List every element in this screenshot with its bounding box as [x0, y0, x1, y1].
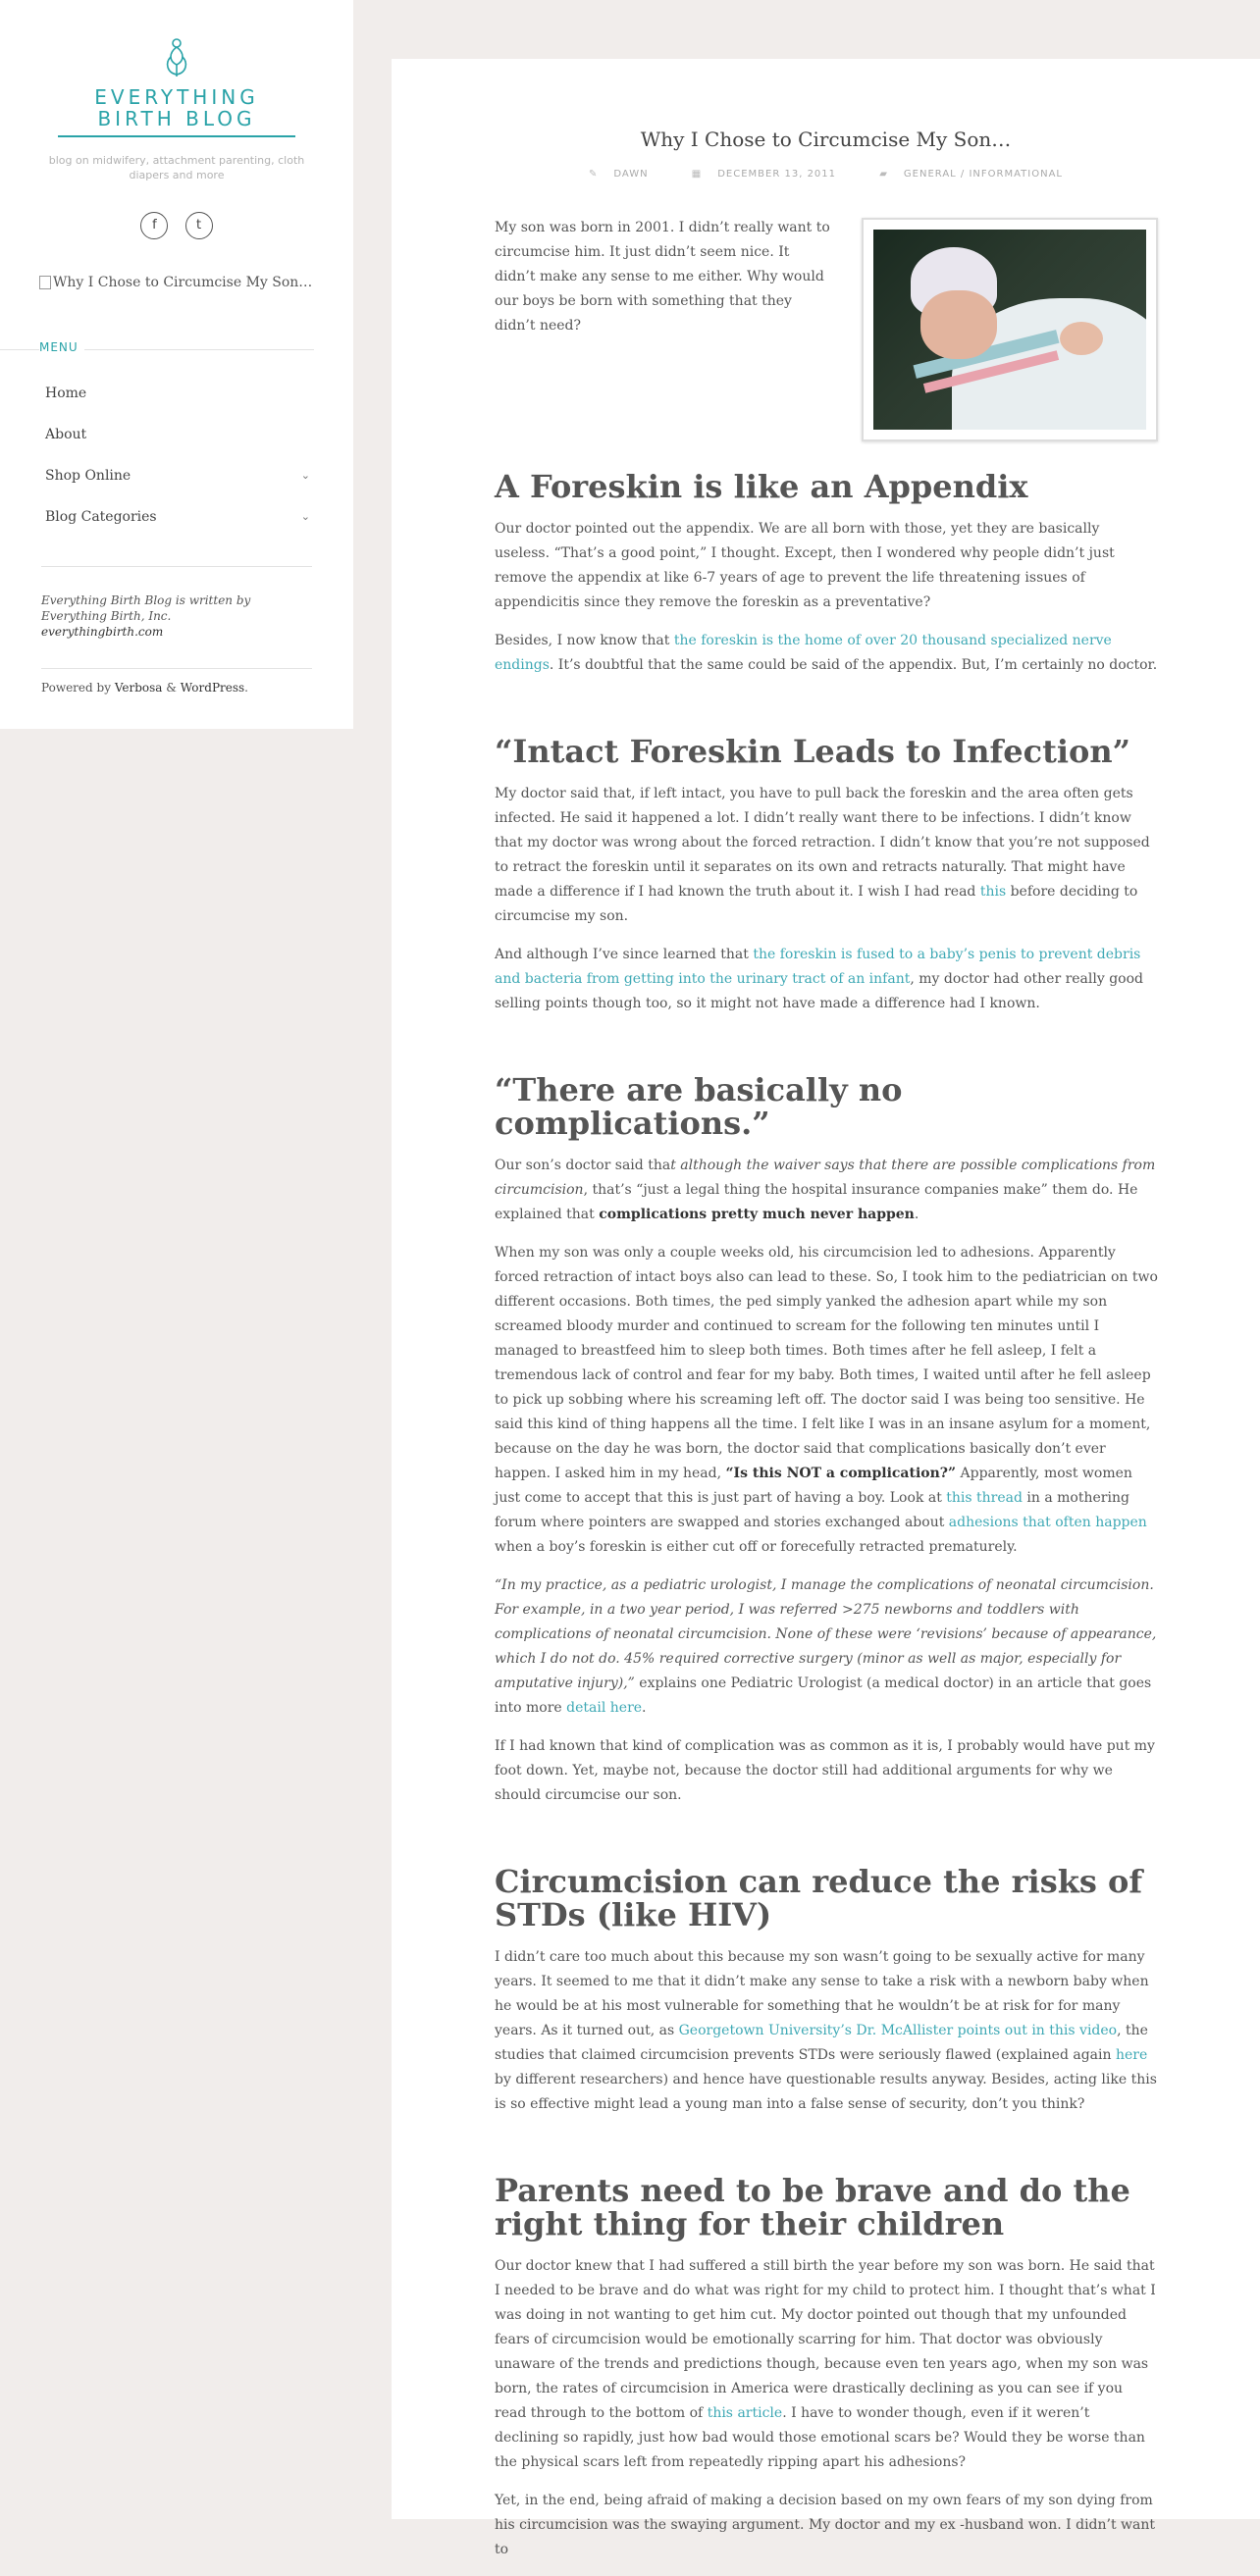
chevron-down-icon[interactable]: ⌄	[300, 469, 310, 482]
nav-item-blog-categories[interactable]	[45, 496, 310, 538]
section-heading: Parents need to be brave and do the right thing for their children	[495, 2172, 1130, 2242]
credit-site-link[interactable]: everythingbirth.com	[41, 625, 164, 639]
paragraph: My son was born in 2001. I didn’t really want to circumcise him. It just didn’t seem nice. It didn’t make any sense to me either. Why would our boys be born with something that they didn’t need?	[495, 220, 830, 334]
powered-end: .	[244, 681, 248, 695]
logo-underline	[58, 135, 295, 137]
adhesions-link[interactable]: adhesions that often happen	[948, 1515, 1147, 1530]
paragraph: Yet, in the end, being afraid of making a decision based on my own fears of my son dying from his circumcision was the swaying argument. My doctor and my ex -husband won. I didn’t want to	[495, 2493, 1156, 2557]
divider	[41, 566, 312, 567]
section-heading: A Foreskin is like an Appendix	[495, 468, 1028, 505]
detail-here-link[interactable]: detail here	[566, 1700, 643, 1716]
site-logo[interactable]	[0, 35, 353, 137]
post-author-name: DAWN	[613, 169, 649, 180]
nav-menu	[45, 373, 310, 538]
site-tagline: blog on midwifery, attachment parenting, cloth diapers and more	[48, 154, 305, 181]
wordpress-link[interactable]: WordPress	[180, 681, 245, 695]
paragraph: Our doctor pointed out the appendix. We are all born with those, yet they are basically useless. “That’s a good point,” I thought. Except, then I wondered why people didn’t just remove the appendix at like 6-7 years of age to prevent the life threatening issues of appendicitis since they remove the foreskin as a preventative?	[495, 521, 1115, 610]
here-link[interactable]: here	[1115, 2047, 1148, 2063]
calendar-icon: ▦	[691, 169, 703, 180]
post-author[interactable]	[579, 169, 658, 180]
nav-item-about[interactable]	[45, 414, 310, 455]
site-title[interactable]: EVERYTHING BIRTH BLOG	[94, 85, 259, 130]
powered-by-text: Powered by	[41, 681, 111, 695]
post-date-text: DECEMBER 13, 2011	[717, 169, 837, 180]
credit-text: Everything Birth Blog is written by Everything Birth, Inc.	[41, 593, 251, 623]
post-content	[495, 216, 1158, 2576]
logo-mark-icon	[157, 35, 196, 78]
nav-item-shop-online[interactable]	[45, 455, 310, 496]
nav-item-label: Shop Online	[45, 468, 131, 484]
paragraph: Our son’s doctor said that although the waiver says that there are possible complications from circumcision, that’s “just a legal thing the hospital insurance companies make” them do. He explained that complications pretty much never happen.	[495, 1158, 1156, 1222]
post-title: Why I Chose to Circumcise My Son…	[640, 128, 1012, 151]
nav-item-label: Home	[45, 386, 87, 401]
paragraph: If I had known that kind of complication was as common as it is, I probably would have put my foot down. Yet, maybe not, because the doctor still had additional arguments for why we should circumcise our son.	[495, 1738, 1155, 1803]
author-icon: ✎	[589, 169, 599, 180]
powered-amp: &	[166, 681, 177, 695]
this-article-link[interactable]: this article	[707, 2405, 783, 2421]
divider	[41, 668, 312, 669]
foreskin-fused-link[interactable]: the foreskin is fused to a baby’s penis to prevent debris and bacteria from getting into the urinary tract of an infant	[495, 947, 1141, 987]
nerve-endings-link[interactable]: the foreskin is the home of over 20 thousand specialized nerve endings	[495, 633, 1112, 673]
paragraph: My doctor said that, if left intact, you have to pull back the foreskin and the area often gets infected. He said it happened a lot. I didn’t really want there to be infections. I didn’t know that my doctor was wrong about the forced retraction. I didn’t know that you’re not supposed to retract the foreskin until it separates on its own and retracts naturally. That might have made a difference if I had known the truth about it. I wish I had read this before deciding to circumcise my son.	[495, 786, 1150, 924]
menu-heading	[0, 340, 314, 360]
post-category[interactable]	[869, 169, 1073, 180]
nav-item-label: About	[45, 427, 87, 442]
section-heading: “There are basically no complications.”	[495, 1071, 903, 1142]
post-date[interactable]	[682, 169, 846, 180]
paragraph: When my son was only a couple weeks old, his circumcision led to adhesions. Apparently forced retraction of intact boys also can lead to these. So, I took him to the pediatrician on two different occasions. Both times, the ped simply yanked the adhesion apart while my son screamed bloody murder and continued to scream for the following ten minutes until I managed to breastfeed him to sleep both times. Both times after he fell asleep, I felt a tremendous lack of control and fear for my baby. Both times, I waited until after he fell asleep to pick up sobbing where his screaming left off. The doctor said I was being too sensitive. He said this kind of thing happens all the time. I felt like I was in an insane asylum for a moment, because on the day he was born, the doctor said that complications basically don’t ever happen. I asked him in my head, “Is this NOT a complication?” Apparently, most women just come to accept that this is just part of having a boy. Look at this thread in a mothering forum where pointers are swapped and stories exchanged about adhesions that often happen when a boy’s foreskin is either cut off or forecefully retracted prematurely.	[495, 1245, 1158, 1555]
chevron-down-icon[interactable]: ⌄	[300, 510, 310, 523]
section-heading: Circumcision can reduce the risks of STDs (like HIV)	[495, 1863, 1143, 1933]
nav-item-home[interactable]	[45, 373, 310, 414]
paragraph: “In my practice, as a pediatric urologist, I manage the complications of neonatal circumcision. For example, in a two year period, I was referred >275 newborns and toddlers with complications of neonatal circumcision. None of these were ‘revisions’ because of appearance, which I do not do. 45% required corrective surgery (minor as well as major, especially for amputative injury),” explains one Pediatric Urologist (a medical doctor) in an article that goes into more detail here.	[495, 1577, 1157, 1716]
this-link[interactable]: this	[979, 884, 1007, 900]
featured-image-broken	[39, 275, 334, 290]
theme-link[interactable]: Verbosa	[114, 681, 163, 695]
site-credit	[41, 592, 306, 640]
paragraph: Our doctor knew that I had suffered a still birth the year before my son was born. He said that I needed to be brave and do what was right for my child to protect him. I thought that’s what I was doing in not wanting to get him cut. My doctor pointed out though that my unfounded fears of circumcision would be emotionally scarring for him. That doctor was obviously unaware of the trends and predictions though, because even ten years ago, when my son was born, the rates of circumcision in America were drastically declining as you can see if you read through to the bottom of this article. I have to wonder though, even if it weren’t declining so rapidly, just how bad would those emotional scars be? Would they be worse than the physical scars left from repeatedly ripping apart his adhesions?	[495, 2258, 1156, 2470]
post-category-text: GENERAL / INFORMATIONAL	[903, 169, 1063, 180]
paragraph: Besides, I now know that the foreskin is the home of over 20 thousand specialized nerve endings. It’s doubtful that the same could be said of the appendix. But, I’m certainly no doctor.	[495, 633, 1158, 673]
paragraph: I didn’t care too much about this because my son wasn’t going to be sexually active for many years. It seemed to me that it didn’t make any sense to take a risk with a newborn baby when he would be at his most vulnerable for something that he wouldn’t be at risk for for many years. As it turned out, as Georgetown University’s Dr. McAllister points out in this video, the studies that claimed circumcision prevents STDs were seriously flawed (explained again here by different researchers) and hence have questionable results anyway. Besides, acting like this is so effective might lead a young man into a false sense of security, don’t you think?	[495, 1949, 1157, 2112]
facebook-icon[interactable]: f	[140, 212, 168, 239]
featured-image-alt-text: Why I Chose to Circumcise My Son…	[53, 275, 313, 290]
sidebar	[0, 0, 353, 729]
social-links	[0, 212, 353, 239]
nav-item-label: Blog Categories	[45, 509, 157, 525]
folder-icon: ▰	[879, 169, 888, 180]
twitter-icon[interactable]: t	[185, 212, 213, 239]
this-thread-link[interactable]: this thread	[946, 1490, 1023, 1506]
menu-heading-label: MENU	[39, 340, 84, 354]
broken-image-icon	[39, 276, 51, 289]
post-meta	[392, 169, 1260, 180]
section-heading: “Intact Foreskin Leads to Infection”	[495, 733, 1131, 770]
powered-by	[41, 681, 312, 695]
paragraph: And although I’ve since learned that the foreskin is fused to a baby’s penis to prevent debris and bacteria from getting into the urinary tract of an infant, my doctor had other really good selling points though too, so it might not have made a difference had I known.	[495, 947, 1144, 1011]
georgetown-video-link[interactable]: Georgetown University’s Dr. McAllister points out in this video	[678, 2023, 1118, 2038]
